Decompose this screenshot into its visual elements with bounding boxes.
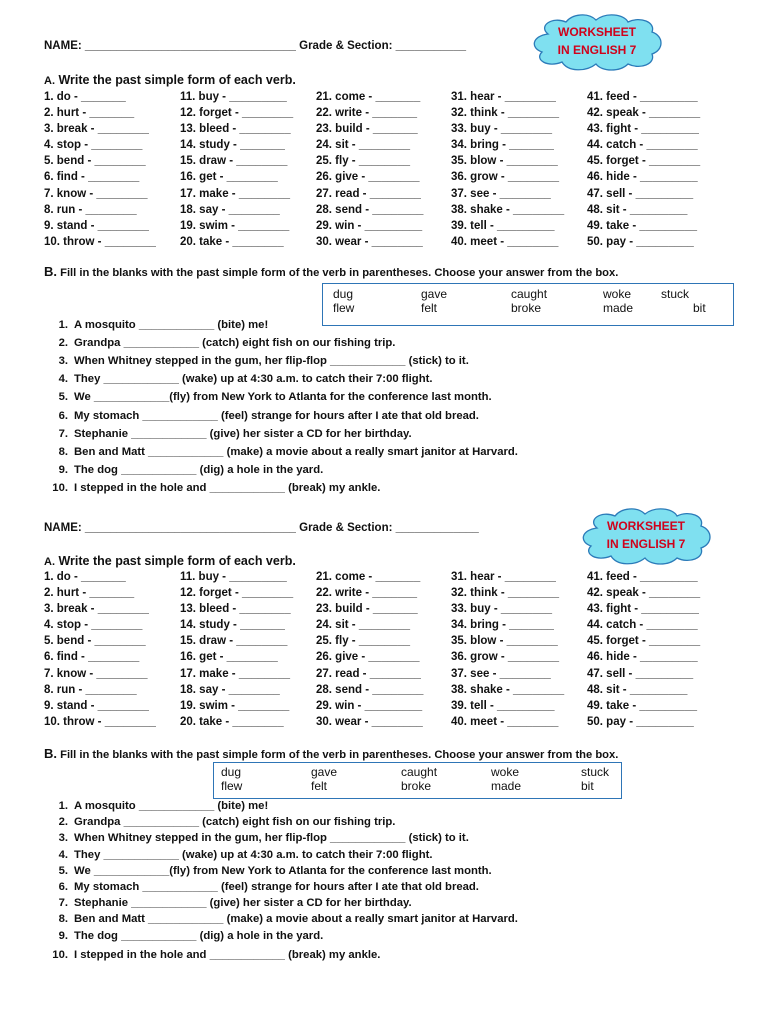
sentence-text: A mosquito ____________ (bite) me! <box>74 319 269 331</box>
verb-item[interactable]: 30. wear - ________ <box>316 235 423 248</box>
verb-item[interactable]: 34. bring - _______ <box>451 619 554 632</box>
verb-item[interactable]: 48. sit - _________ <box>587 683 688 696</box>
verb-item[interactable]: 9. stand - ________ <box>44 699 149 712</box>
word-bank-word: dug <box>221 765 242 779</box>
verb-item[interactable]: 16. get - ________ <box>180 171 278 184</box>
verb-item[interactable]: 41. feed - _________ <box>587 91 698 103</box>
verb-item[interactable]: 3. break - ________ <box>44 603 149 616</box>
fill-in-sentence[interactable] <box>46 865 492 877</box>
word-bank-word: gave <box>421 287 448 301</box>
verb-item[interactable]: 18. say - ________ <box>180 683 280 696</box>
word-bank-word: broke <box>401 779 432 793</box>
word-bank-word: felt <box>421 301 438 315</box>
verb-item[interactable]: 37. see - ________ <box>451 667 551 680</box>
verb-item[interactable]: 40. meet - ________ <box>451 235 559 248</box>
verb-item[interactable]: 45. forget - ________ <box>587 155 701 168</box>
sentence-text: I stepped in the hole and ____________ (break) my ankle. <box>74 948 381 961</box>
verb-item[interactable]: 44. catch - ________ <box>587 139 698 152</box>
section-b-letter: B. <box>44 264 57 279</box>
verb-item[interactable]: 10. throw - ________ <box>44 715 156 728</box>
word-bank-word: made <box>491 779 522 793</box>
verb-item[interactable]: 37. see - ________ <box>451 187 551 200</box>
section-a-title: Write the past simple form of each verb. <box>58 73 296 87</box>
verb-item[interactable]: 39. tell - _________ <box>451 219 555 232</box>
word-bank-word: caught <box>511 287 548 301</box>
section-a-heading <box>44 554 296 568</box>
verb-item[interactable]: 17. make - ________ <box>180 667 290 680</box>
verb-item[interactable]: 23. build - _______ <box>316 123 418 136</box>
verb-item[interactable]: 27. read - ________ <box>316 187 421 200</box>
sentence-text: Grandpa ____________ (catch) eight fish on our fishing trip. <box>74 337 396 350</box>
verb-item[interactable]: 15. draw - ________ <box>180 635 288 648</box>
verb-item[interactable]: 13. bleed - ________ <box>180 603 291 616</box>
verb-item[interactable]: 1. do - _______ <box>44 571 126 583</box>
verb-item[interactable]: 11. buy - _________ <box>180 571 287 583</box>
verb-item[interactable]: 27. read - ________ <box>316 667 421 680</box>
verb-item[interactable]: 42. speak - ________ <box>587 107 701 120</box>
fill-in-sentence[interactable] <box>46 832 469 844</box>
sentence-text: Stephanie ____________ (give) her sister a CD for her birthday. <box>74 427 412 440</box>
name-grade-line: NAME: _________________________________ Grade & Section: ___________ <box>44 40 466 52</box>
verb-item[interactable]: 45. forget - ________ <box>587 635 701 648</box>
word-bank-word: made <box>603 301 634 315</box>
verb-item[interactable]: 29. win - _________ <box>316 699 423 712</box>
word-bank-word: gave <box>311 765 338 779</box>
verb-item[interactable]: 30. wear - ________ <box>316 715 423 728</box>
sentence-text: We ____________(fly) from New York to Atlanta for the conference last month. <box>74 391 492 404</box>
sentence-number: 10. <box>52 481 68 494</box>
sentence-number: 5. <box>58 391 68 404</box>
section-b-title: Fill in the blanks with the past simple form of the verb in parentheses. Choose your answer from the box. <box>60 749 619 761</box>
verb-item[interactable]: 29. win - _________ <box>316 219 423 232</box>
verb-item[interactable]: 41. feed - _________ <box>587 571 698 583</box>
sentence-text: We ____________(fly) from New York to Atlanta for the conference last month. <box>74 864 492 877</box>
verb-item[interactable]: 46. hide - _________ <box>587 171 698 184</box>
fill-in-sentence[interactable] <box>46 949 380 961</box>
verb-item[interactable]: 20. take - ________ <box>180 715 284 728</box>
sentence-number: 8. <box>58 913 68 926</box>
sentence-text: A mosquito ____________ (bite) me! <box>74 800 269 812</box>
verb-item[interactable]: 13. bleed - ________ <box>180 123 291 136</box>
sentence-number: 6. <box>58 409 68 422</box>
sentence-number: 9. <box>58 929 68 942</box>
verb-item[interactable]: 49. take - _________ <box>587 219 697 232</box>
word-bank-word: stuck <box>581 765 610 779</box>
verb-item[interactable]: 44. catch - ________ <box>587 619 698 632</box>
verb-item[interactable]: 5. bend - ________ <box>44 155 146 168</box>
verb-column-2 <box>180 569 293 730</box>
sentence-number: 4. <box>58 373 68 386</box>
fill-in-sentence[interactable] <box>46 913 518 925</box>
verb-item[interactable]: 15. draw - ________ <box>180 155 288 168</box>
verb-item[interactable]: 50. pay - _________ <box>587 715 694 728</box>
verb-item[interactable]: 43. fight - _________ <box>587 123 699 136</box>
verb-item[interactable]: 21. come - _______ <box>316 571 421 583</box>
sentence-text: When Whitney stepped in the gum, her flip-flop ____________ (stick) to it. <box>74 355 469 368</box>
verb-item[interactable]: 3. break - ________ <box>44 123 149 136</box>
fill-in-sentence[interactable] <box>46 849 433 861</box>
verb-item[interactable]: 38. shake - ________ <box>451 683 565 696</box>
sentence-number: 10. <box>52 948 68 961</box>
verb-item[interactable]: 32. think - ________ <box>451 107 560 120</box>
sentence-number: 6. <box>58 881 68 893</box>
sentence-text: Ben and Matt ____________ (make) a movie about a really smart janitor at Harvard. <box>74 913 518 926</box>
verb-item[interactable]: 36. grow - ________ <box>451 171 560 184</box>
verb-item[interactable]: 46. hide - _________ <box>587 651 698 664</box>
sentence-number: 1. <box>58 319 68 331</box>
verb-item[interactable]: 5. bend - ________ <box>44 635 146 648</box>
verb-item[interactable]: 24. sit - ________ <box>316 619 410 632</box>
sentence-number: 7. <box>58 427 68 440</box>
sentence-text: They ____________ (wake) up at 4:30 a.m. to catch their 7:00 flight. <box>74 373 433 386</box>
word-bank-word: bit <box>581 779 594 793</box>
word-bank-word: felt <box>311 779 328 793</box>
sentence-text: The dog ____________ (dig) a hole in the yard. <box>74 463 324 476</box>
word-bank-word: woke <box>491 765 520 779</box>
sentence-number: 2. <box>58 337 68 350</box>
verb-item[interactable]: 7. know - ________ <box>44 187 148 200</box>
fill-in-sentence[interactable] <box>46 930 323 942</box>
verb-item[interactable]: 31. hear - ________ <box>451 571 556 583</box>
verb-item[interactable]: 8. run - ________ <box>44 683 137 696</box>
sentence-text: My stomach ____________ (feel) strange for hours after I ate that old bread. <box>74 881 479 893</box>
verb-item[interactable]: 21. come - _______ <box>316 91 421 103</box>
word-bank-word: flew <box>333 301 355 315</box>
verb-item[interactable]: 12. forget - ________ <box>180 587 294 600</box>
verb-item[interactable]: 2. hurt - _______ <box>44 587 135 600</box>
sentence-text: Stephanie ____________ (give) her sister a CD for her birthday. <box>74 897 412 910</box>
section-b-heading <box>44 746 618 761</box>
verb-item[interactable]: 25. fly - ________ <box>316 155 410 168</box>
verb-item[interactable]: 8. run - ________ <box>44 203 137 216</box>
verb-item[interactable]: 1. do - _______ <box>44 91 126 103</box>
word-bank-box <box>213 762 622 799</box>
verb-item[interactable]: 28. send - ________ <box>316 683 424 696</box>
verb-item[interactable]: 17. make - ________ <box>180 187 290 200</box>
sentence-number: 8. <box>58 445 68 458</box>
sentence-text: When Whitney stepped in the gum, her flip-flop ____________ (stick) to it. <box>74 832 469 845</box>
verb-item[interactable]: 39. tell - _________ <box>451 699 555 712</box>
verb-item[interactable]: 22. write - _______ <box>316 107 418 120</box>
fill-in-sentence[interactable] <box>46 881 479 893</box>
sentence-number: 1. <box>58 800 68 812</box>
badge-line-2: IN ENGLISH 7 <box>557 43 637 57</box>
verb-item[interactable]: 25. fly - ________ <box>316 635 410 648</box>
sentence-number: 5. <box>58 864 68 877</box>
section-b-letter: B. <box>44 746 57 761</box>
verb-item[interactable]: 32. think - ________ <box>451 587 560 600</box>
verb-item[interactable]: 18. say - ________ <box>180 203 280 216</box>
word-bank-word: flew <box>221 779 243 793</box>
verb-item[interactable]: 33. buy - ________ <box>451 603 553 616</box>
verb-item[interactable]: 47. sell - _________ <box>587 187 694 200</box>
verb-item[interactable]: 40. meet - ________ <box>451 715 559 728</box>
worksheet-badge-cloud <box>577 506 715 566</box>
verb-item[interactable]: 42. speak - ________ <box>587 587 701 600</box>
verb-item[interactable]: 24. sit - ________ <box>316 139 410 152</box>
verb-item[interactable]: 9. stand - ________ <box>44 219 149 232</box>
sentence-number: 7. <box>58 897 68 910</box>
verb-column-5 <box>587 569 700 730</box>
verb-column-3 <box>316 569 423 730</box>
badge-line-2: IN ENGLISH 7 <box>606 537 686 551</box>
fill-in-sentence[interactable] <box>46 897 412 909</box>
verb-item[interactable]: 7. know - ________ <box>44 667 148 680</box>
verb-item[interactable]: 2. hurt - _______ <box>44 107 135 120</box>
verb-item[interactable]: 28. send - ________ <box>316 203 424 216</box>
sentence-number: 3. <box>58 355 68 368</box>
verb-item[interactable]: 19. swim - ________ <box>180 699 290 712</box>
verb-item[interactable]: 35. blow - ________ <box>451 155 558 168</box>
sentence-text: Grandpa ____________ (catch) eight fish on our fishing trip. <box>74 816 396 829</box>
word-bank-word: bit <box>693 301 706 315</box>
fill-in-sentence[interactable] <box>46 816 395 828</box>
verb-item[interactable]: 19. swim - ________ <box>180 219 290 232</box>
verb-item[interactable]: 12. forget - ________ <box>180 107 294 120</box>
verb-item[interactable]: 26. give - ________ <box>316 171 420 184</box>
section-a-title: Write the past simple form of each verb. <box>58 554 296 568</box>
verb-item[interactable]: 11. buy - _________ <box>180 91 287 103</box>
verb-item[interactable]: 14. study - _______ <box>180 619 285 632</box>
section-a-letter: A. <box>44 75 55 87</box>
verb-item[interactable]: 10. throw - ________ <box>44 235 156 248</box>
verb-item[interactable]: 20. take - ________ <box>180 235 284 248</box>
verb-item[interactable]: 50. pay - _________ <box>587 235 694 248</box>
word-bank-word: dug <box>333 287 354 301</box>
sentence-text: They ____________ (wake) up at 4:30 a.m. to catch their 7:00 flight. <box>74 848 433 861</box>
sentence-number: 4. <box>58 848 68 861</box>
verb-item[interactable]: 48. sit - _________ <box>587 203 688 216</box>
sentence-text: Ben and Matt ____________ (make) a movie about a really smart janitor at Harvard. <box>74 445 518 458</box>
word-bank-word: stuck <box>661 287 690 301</box>
word-bank-word: caught <box>401 765 438 779</box>
verb-item[interactable]: 22. write - _______ <box>316 587 418 600</box>
badge-line-1: WORKSHEET <box>558 25 636 39</box>
sentence-number: 3. <box>58 832 68 845</box>
sentence-number: 9. <box>58 463 68 476</box>
verb-item[interactable]: 26. give - ________ <box>316 651 420 664</box>
verb-item[interactable]: 49. take - _________ <box>587 699 697 712</box>
verb-item[interactable]: 14. study - _______ <box>180 139 285 152</box>
section-b-title: Fill in the blanks with the past simple form of the verb in parentheses. Choose your answer from the box. <box>60 267 619 279</box>
sentence-number: 2. <box>58 816 68 829</box>
sentence-text: I stepped in the hole and ____________ (break) my ankle. <box>74 481 381 494</box>
verb-item[interactable]: 33. buy - ________ <box>451 123 553 136</box>
verb-item[interactable]: 4. stop - ________ <box>44 139 143 152</box>
verb-item[interactable]: 6. find - ________ <box>44 171 140 184</box>
badge-line-1: WORKSHEET <box>607 519 685 533</box>
verb-item[interactable]: 16. get - ________ <box>180 651 278 664</box>
fill-in-sentence[interactable] <box>46 800 268 812</box>
verb-item[interactable]: 31. hear - ________ <box>451 91 556 103</box>
verb-item[interactable]: 35. blow - ________ <box>451 635 558 648</box>
verb-column-4 <box>451 569 564 730</box>
word-bank-word: woke <box>603 287 632 301</box>
sentence-text: The dog ____________ (dig) a hole in the yard. <box>74 929 324 942</box>
verb-item[interactable]: 4. stop - ________ <box>44 619 143 632</box>
verb-item[interactable]: 47. sell - _________ <box>587 667 694 680</box>
sentence-text: My stomach ____________ (feel) strange for hours after I ate that old bread. <box>74 409 479 422</box>
verb-item[interactable]: 36. grow - ________ <box>451 651 560 664</box>
verb-item[interactable]: 6. find - ________ <box>44 651 140 664</box>
section-a-letter: A. <box>44 556 55 568</box>
verb-item[interactable]: 38. shake - ________ <box>451 203 565 216</box>
verb-item[interactable]: 23. build - _______ <box>316 603 418 616</box>
verb-column-1 <box>44 569 156 730</box>
word-bank-word: broke <box>511 301 542 315</box>
verb-item[interactable]: 34. bring - _______ <box>451 139 554 152</box>
verb-item[interactable]: 43. fight - _________ <box>587 603 699 616</box>
name-grade-line: NAME: _________________________________ Grade & Section: _____________ <box>44 522 479 534</box>
